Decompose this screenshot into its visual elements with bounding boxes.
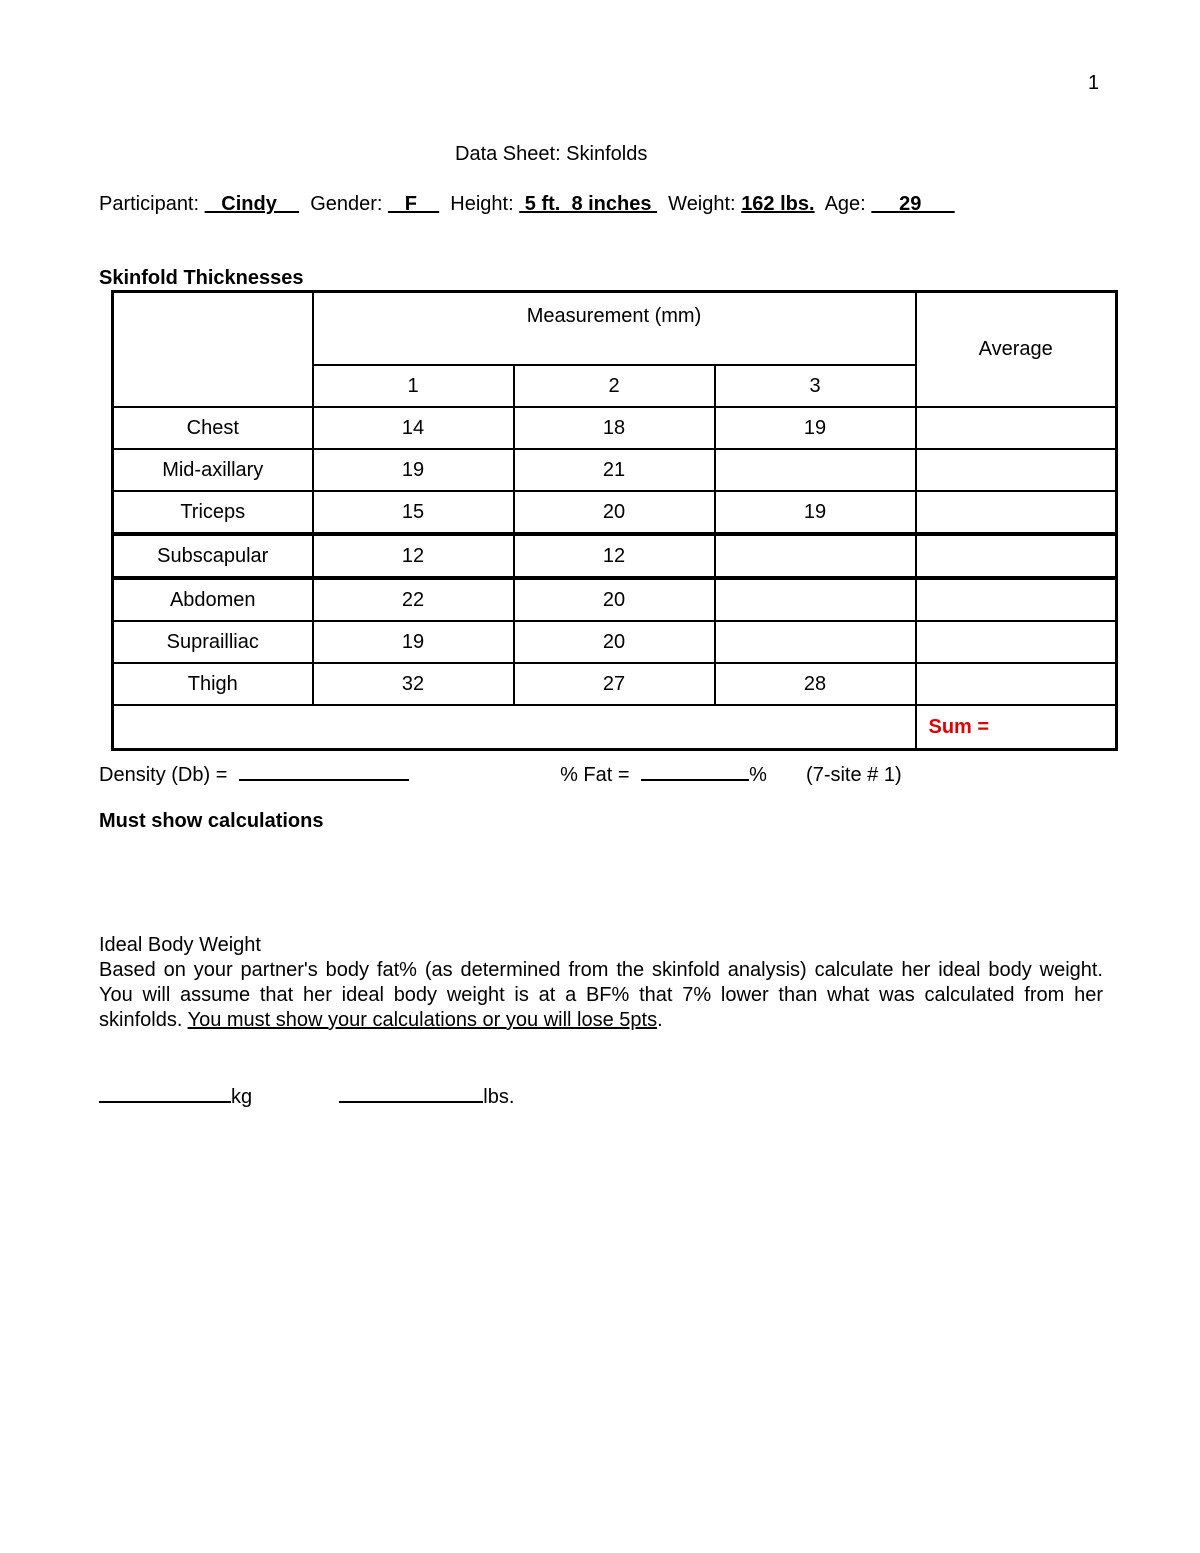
table-row: [113, 491, 1117, 534]
sum-row: [113, 705, 1117, 750]
measurement-2: 18: [514, 407, 715, 449]
table-row: [113, 407, 1117, 449]
kg-blank[interactable]: [99, 1083, 231, 1103]
table-row: [113, 534, 1117, 578]
site-label: Subscapular: [113, 534, 313, 578]
measurement-2: 12: [514, 534, 715, 578]
average-cell: [916, 578, 1117, 621]
site-label: Mid-axillary: [113, 449, 313, 491]
measurement-3: [715, 534, 916, 578]
lbs-unit: lbs.: [483, 1086, 515, 1108]
answer-line: [99, 1083, 514, 1109]
participant-info-line: [99, 193, 955, 216]
skinfold-thicknesses-heading: Skinfold Thicknesses: [99, 267, 304, 289]
fat-label: % Fat =: [560, 764, 630, 786]
average-cell: [916, 491, 1117, 534]
trial-header-1: 1: [313, 365, 514, 407]
table-corner-cell: [113, 292, 313, 408]
instructions-text: Based on your partner's body fat% (as determined from the skinfold analysis) calculate her ideal body weight. You will assume that her ideal body weight is at a BF% that 7% lower than what was calculated from her skinfolds.: [99, 959, 1103, 1031]
site-label: Suprailliac: [113, 621, 313, 663]
measurement-2: 27: [514, 663, 715, 705]
site-label: Abdomen: [113, 578, 313, 621]
table-row: [113, 578, 1117, 621]
percent-sign: %: [749, 764, 767, 786]
sum-label: Sum =: [916, 705, 1117, 750]
table-row: [113, 621, 1117, 663]
measurement-header: Measurement (mm): [313, 292, 916, 366]
age-value: 29: [871, 193, 955, 215]
measurement-3: 19: [715, 491, 916, 534]
participant-label: Participant:: [99, 193, 200, 215]
page-title: Data Sheet: Skinfolds: [455, 143, 648, 165]
measurement-3: [715, 621, 916, 663]
kg-unit: kg: [231, 1086, 253, 1108]
table-row: [113, 449, 1117, 491]
density-line: [99, 761, 902, 787]
measurement-1: 15: [313, 491, 514, 534]
height-label: Height:: [450, 193, 514, 215]
height-value: 5 ft. 8 inches: [519, 193, 658, 215]
average-header: Average: [916, 292, 1117, 408]
measurement-2: 20: [514, 578, 715, 621]
page-number: 1: [1088, 72, 1100, 94]
measurement-3: 19: [715, 407, 916, 449]
method-note: (7-site # 1): [806, 764, 902, 786]
fat-blank[interactable]: [641, 761, 749, 781]
density-label: Density (Db) =: [99, 764, 228, 786]
measurement-1: 19: [313, 449, 514, 491]
trial-header-2: 2: [514, 365, 715, 407]
measurement-3: [715, 578, 916, 621]
lbs-blank[interactable]: [339, 1083, 483, 1103]
table-row: [113, 663, 1117, 705]
instructions-warning: You must show your calculations or you will lose 5pts: [187, 1009, 658, 1031]
average-cell: [916, 449, 1117, 491]
weight-label: Weight:: [668, 193, 736, 215]
skinfold-table: [111, 290, 1118, 751]
measurement-1: 22: [313, 578, 514, 621]
density-blank[interactable]: [239, 761, 409, 781]
ideal-body-weight-instructions: [99, 958, 1103, 1033]
measurement-2: 20: [514, 621, 715, 663]
gender-value: F: [388, 193, 440, 215]
measurement-3: [715, 449, 916, 491]
measurement-3: 28: [715, 663, 916, 705]
measurement-1: 19: [313, 621, 514, 663]
measurement-1: 32: [313, 663, 514, 705]
measurement-2: 21: [514, 449, 715, 491]
age-label: Age:: [824, 193, 866, 215]
average-cell: [916, 534, 1117, 578]
weight-value: 162 lbs.: [741, 193, 815, 215]
average-cell: [916, 621, 1117, 663]
measurement-2: 20: [514, 491, 715, 534]
average-cell: [916, 663, 1117, 705]
site-label: Thigh: [113, 663, 313, 705]
average-cell: [916, 407, 1117, 449]
site-label: Triceps: [113, 491, 313, 534]
calculations-heading: Must show calculations: [99, 810, 324, 832]
gender-label: Gender:: [310, 193, 383, 215]
ideal-body-weight-title: Ideal Body Weight: [99, 934, 261, 956]
trial-header-3: 3: [715, 365, 916, 407]
sum-row-spacer: [113, 705, 916, 750]
measurement-1: 14: [313, 407, 514, 449]
participant-value: Cindy: [204, 193, 300, 215]
measurement-1: 12: [313, 534, 514, 578]
site-label: Chest: [113, 407, 313, 449]
instructions-end: .: [657, 1009, 663, 1031]
